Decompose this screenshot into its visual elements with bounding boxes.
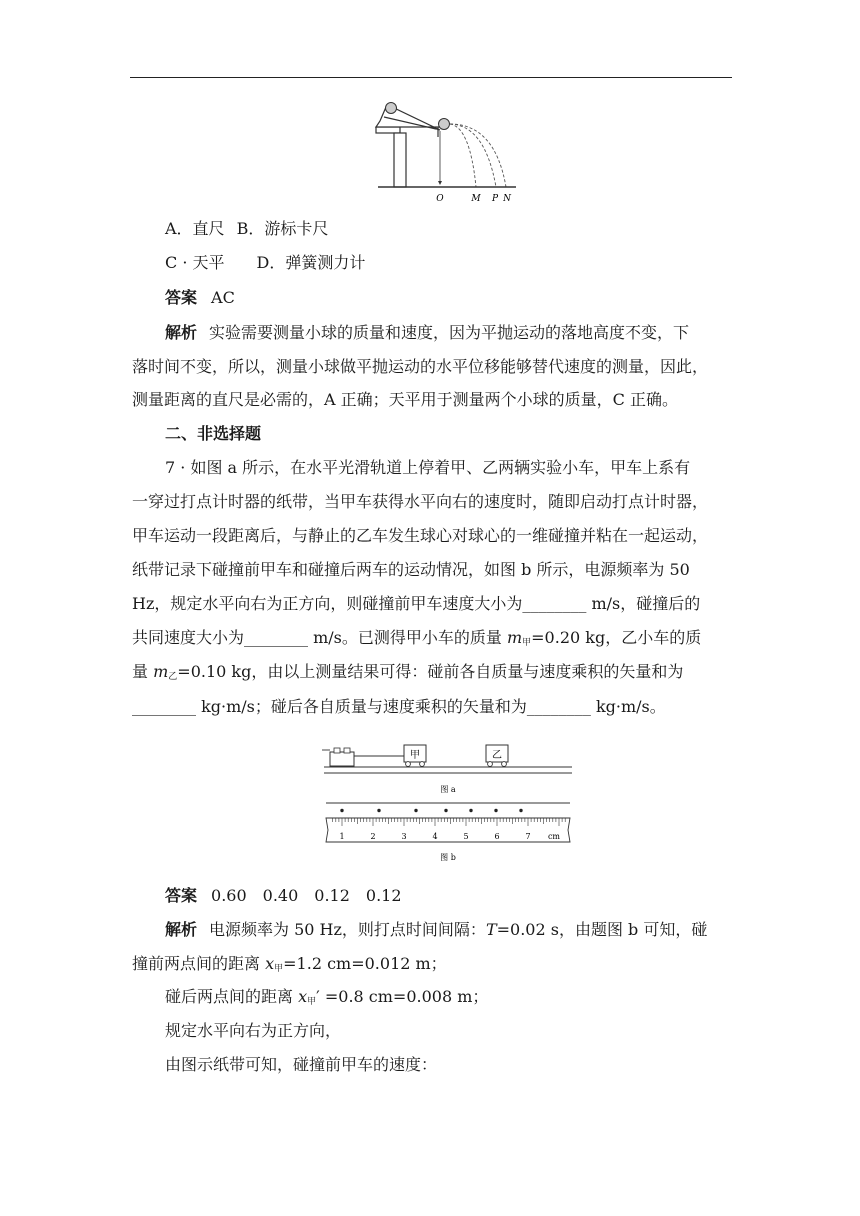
analysis-text: 实验需要测量小球的质量和速度，因为平抛运动的落地高度不变，下 — [209, 323, 690, 342]
q6-answer — [165, 287, 235, 309]
q7-line-8: ________ kg·m/s；碰后各自质量与速度乘积的矢量和为________ kg·m/s。 — [132, 697, 666, 716]
q7-analysis-line-5: 由图示纸带可知，碰撞前甲车的速度： — [165, 1055, 438, 1074]
tape-dot — [340, 809, 343, 812]
tape-dot — [519, 809, 522, 812]
q7-line-5: Hz，规定水平向右为正方向，则碰撞前甲车速度大小为________ m/s，碰撞后的 — [132, 594, 701, 613]
ruler-number: 4 — [432, 832, 438, 841]
q7-line-7: 量 $m_乙=0.10$ kg，由以上测量结果可得：碰前各自质量与速度乘积的矢量和为 — [132, 662, 684, 682]
tape-dots — [340, 809, 522, 812]
label-o: O — [436, 194, 444, 204]
answer-label: 答案 — [165, 886, 198, 905]
ruler-number: 3 — [401, 832, 407, 841]
ruler-number: 5 — [463, 832, 469, 841]
ruler-number: 7 — [525, 832, 531, 841]
answer-label: 答案 — [165, 288, 198, 307]
q6-analysis-line-3: 测量距离的直尺是必需的，A 正确；天平用于测量两个小球的质量，C 正确。 — [132, 390, 678, 409]
answer-value: AC — [211, 288, 235, 307]
q7-line-4: 纸带记录下碰撞前甲车和碰撞后两车的运动情况，如图 b 所示，电源频率为 50 — [132, 560, 690, 579]
ruler-number: 2 — [370, 832, 376, 841]
analysis-label: 解析 — [165, 323, 198, 342]
option-b: B．游标卡尺 — [236, 219, 329, 238]
ruler-number: 1 — [339, 832, 345, 841]
q7-analysis-line-1: 解析 电源频率为 50 Hz，则打点时间间隔：T=0.02 s，由题图 b 可知，碰 — [165, 920, 708, 939]
ball-target — [439, 119, 450, 130]
header-rule — [130, 77, 732, 78]
caption-a: 图 a — [440, 785, 456, 794]
option-row-cd — [165, 252, 365, 274]
ball-top — [386, 103, 397, 114]
cart-2-label: 乙 — [492, 750, 502, 761]
label-n: N — [503, 194, 511, 204]
q6-analysis-line-1 — [165, 322, 689, 344]
tape-dot — [469, 809, 472, 812]
ruler-unit: cm — [547, 832, 561, 841]
option-c: C · 天平 — [165, 253, 225, 272]
q7-line-3: 甲车运动一段距离后，与静止的乙车发生球心对球心的一维碰撞并粘在一起运动， — [132, 526, 709, 545]
q7-answer — [165, 885, 402, 907]
tape-dot — [414, 809, 417, 812]
q7-analysis-line-4: 规定水平向右为正方向， — [165, 1021, 342, 1040]
analysis-label: 解析 — [165, 920, 198, 939]
label-p: P — [491, 194, 499, 204]
carts-tape-figure — [322, 740, 574, 866]
q7-line-6: 共同速度大小为________ m/s。已测得甲小车的质量 $m_甲=0.20$ kg，乙小车的质 — [132, 628, 702, 648]
section-title: 二、非选择题 — [165, 424, 262, 443]
projectile-apparatus-figure — [370, 97, 520, 209]
label-m: M — [471, 194, 481, 204]
q7-line-2: 一穿过打点计时器的纸带，当甲车获得水平向右的速度时，随即启动打点计时器， — [132, 492, 709, 511]
caption-b: 图 b — [440, 853, 456, 862]
tape-dot — [377, 809, 380, 812]
tape-dot — [444, 809, 447, 812]
option-d: D．弹簧测力计 — [256, 253, 366, 272]
option-a: A．直尺 — [165, 219, 225, 238]
q7-analysis-line-3: 碰后两点间的距离 $x_甲' =0.8$ cm=0.008 m； — [165, 987, 489, 1007]
option-row-ab — [165, 218, 328, 240]
ruler-number: 6 — [494, 832, 500, 841]
answer-value: 0.60 0.40 0.12 0.12 — [211, 886, 402, 905]
q7-analysis-line-2: 撞前两点间的距离 $x_甲=1.2$ cm=0.012 m； — [132, 954, 447, 974]
tape-dot — [494, 809, 497, 812]
cart-1-label: 甲 — [410, 750, 420, 761]
q6-analysis-line-2: 落时间不变，所以，测量小球做平抛运动的水平位移能够替代速度的测量，因此， — [132, 357, 709, 376]
q7-line-1: 7 · 如图 a 所示，在水平光滑轨道上停着甲、乙两辆实验小车，甲车上系有 — [165, 458, 691, 477]
